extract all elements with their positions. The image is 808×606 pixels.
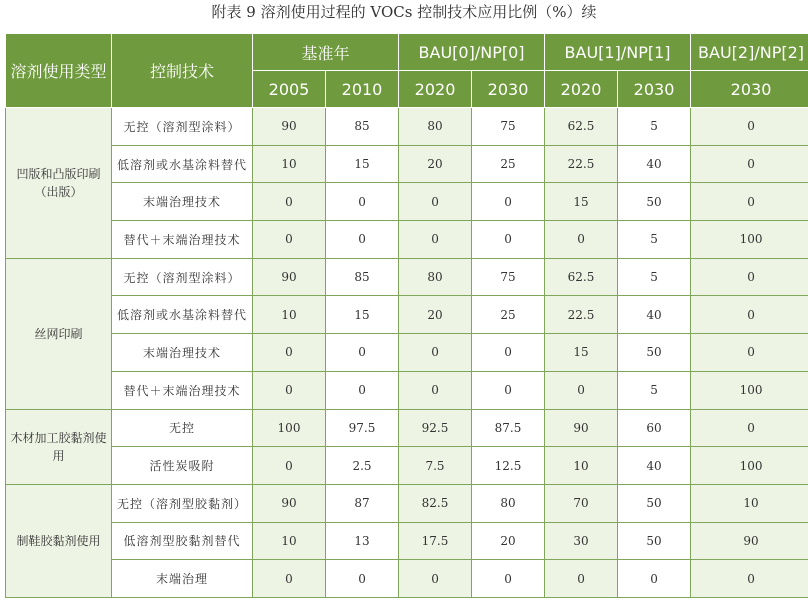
vocs-control-table bbox=[5, 33, 808, 598]
value-cell: 80 bbox=[472, 484, 545, 522]
value-cell: 20 bbox=[399, 296, 472, 334]
header-year: 2030 bbox=[618, 71, 691, 108]
table-row bbox=[6, 221, 808, 259]
value-cell: 97.5 bbox=[326, 409, 399, 447]
value-cell: 60 bbox=[618, 409, 691, 447]
value-cell: 0 bbox=[472, 183, 545, 221]
value-cell: 0 bbox=[691, 560, 808, 598]
value-cell: 0 bbox=[253, 221, 326, 259]
value-cell: 90 bbox=[691, 522, 808, 560]
value-cell: 87 bbox=[326, 484, 399, 522]
value-cell: 0 bbox=[545, 221, 618, 259]
value-cell: 0 bbox=[691, 183, 808, 221]
value-cell: 70 bbox=[545, 484, 618, 522]
value-cell: 0 bbox=[326, 560, 399, 598]
table-body bbox=[6, 108, 808, 598]
value-cell: 62.5 bbox=[545, 258, 618, 296]
value-cell: 0 bbox=[399, 334, 472, 372]
value-cell: 0 bbox=[472, 334, 545, 372]
table-row bbox=[6, 258, 808, 296]
solvent-type-cell: 木材加工胶黏剂使用 bbox=[6, 409, 112, 484]
value-cell: 50 bbox=[618, 484, 691, 522]
value-cell: 82.5 bbox=[399, 484, 472, 522]
value-cell: 87.5 bbox=[472, 409, 545, 447]
control-tech-cell: 无控（溶剂型涂料） bbox=[112, 258, 253, 296]
value-cell: 22.5 bbox=[545, 145, 618, 183]
value-cell: 75 bbox=[472, 258, 545, 296]
value-cell: 0 bbox=[618, 560, 691, 598]
table-row bbox=[6, 560, 808, 598]
header-year: 2005 bbox=[253, 71, 326, 108]
value-cell: 5 bbox=[618, 258, 691, 296]
value-cell: 12.5 bbox=[472, 447, 545, 485]
value-cell: 10 bbox=[253, 145, 326, 183]
header-year: 2030 bbox=[691, 71, 808, 108]
value-cell: 25 bbox=[472, 145, 545, 183]
value-cell: 25 bbox=[472, 296, 545, 334]
header-year: 2020 bbox=[399, 71, 472, 108]
value-cell: 90 bbox=[253, 484, 326, 522]
value-cell: 2.5 bbox=[326, 447, 399, 485]
value-cell: 100 bbox=[691, 371, 808, 409]
value-cell: 7.5 bbox=[399, 447, 472, 485]
solvent-type-cell: 凹版和凸版印刷（出版） bbox=[6, 108, 112, 259]
value-cell: 90 bbox=[253, 108, 326, 146]
value-cell: 0 bbox=[326, 221, 399, 259]
value-cell: 50 bbox=[618, 334, 691, 372]
value-cell: 22.5 bbox=[545, 296, 618, 334]
value-cell: 0 bbox=[253, 447, 326, 485]
value-cell: 0 bbox=[691, 296, 808, 334]
value-cell: 40 bbox=[618, 447, 691, 485]
control-tech-cell: 低溶剂型胶黏剂替代 bbox=[112, 522, 253, 560]
value-cell: 0 bbox=[399, 560, 472, 598]
value-cell: 50 bbox=[618, 522, 691, 560]
value-cell: 20 bbox=[472, 522, 545, 560]
value-cell: 15 bbox=[326, 145, 399, 183]
table-row bbox=[6, 484, 808, 522]
value-cell: 85 bbox=[326, 258, 399, 296]
header-control-tech: 控制技术 bbox=[112, 34, 253, 108]
value-cell: 0 bbox=[399, 371, 472, 409]
value-cell: 15 bbox=[326, 296, 399, 334]
value-cell: 100 bbox=[253, 409, 326, 447]
value-cell: 15 bbox=[545, 183, 618, 221]
value-cell: 10 bbox=[253, 296, 326, 334]
value-cell: 85 bbox=[326, 108, 399, 146]
value-cell: 5 bbox=[618, 371, 691, 409]
value-cell: 0 bbox=[326, 371, 399, 409]
header-group-bau1: BAU[1]/NP[1] bbox=[545, 34, 691, 71]
header-year: 2030 bbox=[472, 71, 545, 108]
solvent-type-cell: 丝网印刷 bbox=[6, 258, 112, 409]
header-group-bau0: BAU[0]/NP[0] bbox=[399, 34, 545, 71]
value-cell: 0 bbox=[472, 221, 545, 259]
value-cell: 30 bbox=[545, 522, 618, 560]
control-tech-cell: 替代＋末端治理技术 bbox=[112, 221, 253, 259]
header-solvent-type: 溶剂使用类型 bbox=[6, 34, 112, 108]
value-cell: 20 bbox=[399, 145, 472, 183]
value-cell: 0 bbox=[691, 409, 808, 447]
control-tech-cell: 无控（溶剂型胶黏剂） bbox=[112, 484, 253, 522]
table-row bbox=[6, 334, 808, 372]
value-cell: 62.5 bbox=[545, 108, 618, 146]
value-cell: 13 bbox=[326, 522, 399, 560]
value-cell: 15 bbox=[545, 334, 618, 372]
value-cell: 10 bbox=[253, 522, 326, 560]
solvent-type-cell: 制鞋胶黏剂使用 bbox=[6, 484, 112, 597]
control-tech-cell: 无控（溶剂型涂料） bbox=[112, 108, 253, 146]
control-tech-cell: 替代＋末端治理技术 bbox=[112, 371, 253, 409]
table-row bbox=[6, 108, 808, 146]
table-row bbox=[6, 183, 808, 221]
value-cell: 40 bbox=[618, 145, 691, 183]
header-year: 2010 bbox=[326, 71, 399, 108]
value-cell: 10 bbox=[545, 447, 618, 485]
value-cell: 0 bbox=[326, 183, 399, 221]
table-row bbox=[6, 145, 808, 183]
control-tech-cell: 活性炭吸附 bbox=[112, 447, 253, 485]
value-cell: 0 bbox=[545, 371, 618, 409]
value-cell: 0 bbox=[691, 258, 808, 296]
value-cell: 10 bbox=[691, 484, 808, 522]
table-row bbox=[6, 296, 808, 334]
header-group-base-year: 基准年 bbox=[253, 34, 399, 71]
header-year: 2020 bbox=[545, 71, 618, 108]
control-tech-cell: 低溶剂或水基涂料替代 bbox=[112, 296, 253, 334]
value-cell: 0 bbox=[691, 334, 808, 372]
value-cell: 0 bbox=[253, 560, 326, 598]
control-tech-cell: 末端治理 bbox=[112, 560, 253, 598]
control-tech-cell: 末端治理技术 bbox=[112, 334, 253, 372]
table-caption: 附表 9 溶剂使用过程的 VOCs 控制技术应用比例（%）续 bbox=[211, 3, 597, 21]
value-cell: 50 bbox=[618, 183, 691, 221]
value-cell: 0 bbox=[545, 560, 618, 598]
table-row bbox=[6, 522, 808, 560]
value-cell: 100 bbox=[691, 447, 808, 485]
value-cell: 0 bbox=[399, 183, 472, 221]
table-row bbox=[6, 371, 808, 409]
value-cell: 5 bbox=[618, 108, 691, 146]
value-cell: 0 bbox=[399, 221, 472, 259]
value-cell: 75 bbox=[472, 108, 545, 146]
value-cell: 0 bbox=[472, 371, 545, 409]
value-cell: 17.5 bbox=[399, 522, 472, 560]
control-tech-cell: 末端治理技术 bbox=[112, 183, 253, 221]
value-cell: 80 bbox=[399, 258, 472, 296]
table-row bbox=[6, 409, 808, 447]
table-row bbox=[6, 447, 808, 485]
value-cell: 90 bbox=[253, 258, 326, 296]
value-cell: 0 bbox=[691, 145, 808, 183]
value-cell: 0 bbox=[253, 371, 326, 409]
value-cell: 92.5 bbox=[399, 409, 472, 447]
value-cell: 90 bbox=[545, 409, 618, 447]
value-cell: 5 bbox=[618, 221, 691, 259]
control-tech-cell: 低溶剂或水基涂料替代 bbox=[112, 145, 253, 183]
value-cell: 40 bbox=[618, 296, 691, 334]
value-cell: 100 bbox=[691, 221, 808, 259]
value-cell: 0 bbox=[326, 334, 399, 372]
value-cell: 80 bbox=[399, 108, 472, 146]
control-tech-cell: 无控 bbox=[112, 409, 253, 447]
header-group-bau2: BAU[2]/NP[2] bbox=[691, 34, 808, 71]
value-cell: 0 bbox=[253, 334, 326, 372]
value-cell: 0 bbox=[472, 560, 545, 598]
value-cell: 0 bbox=[253, 183, 326, 221]
value-cell: 0 bbox=[691, 108, 808, 146]
